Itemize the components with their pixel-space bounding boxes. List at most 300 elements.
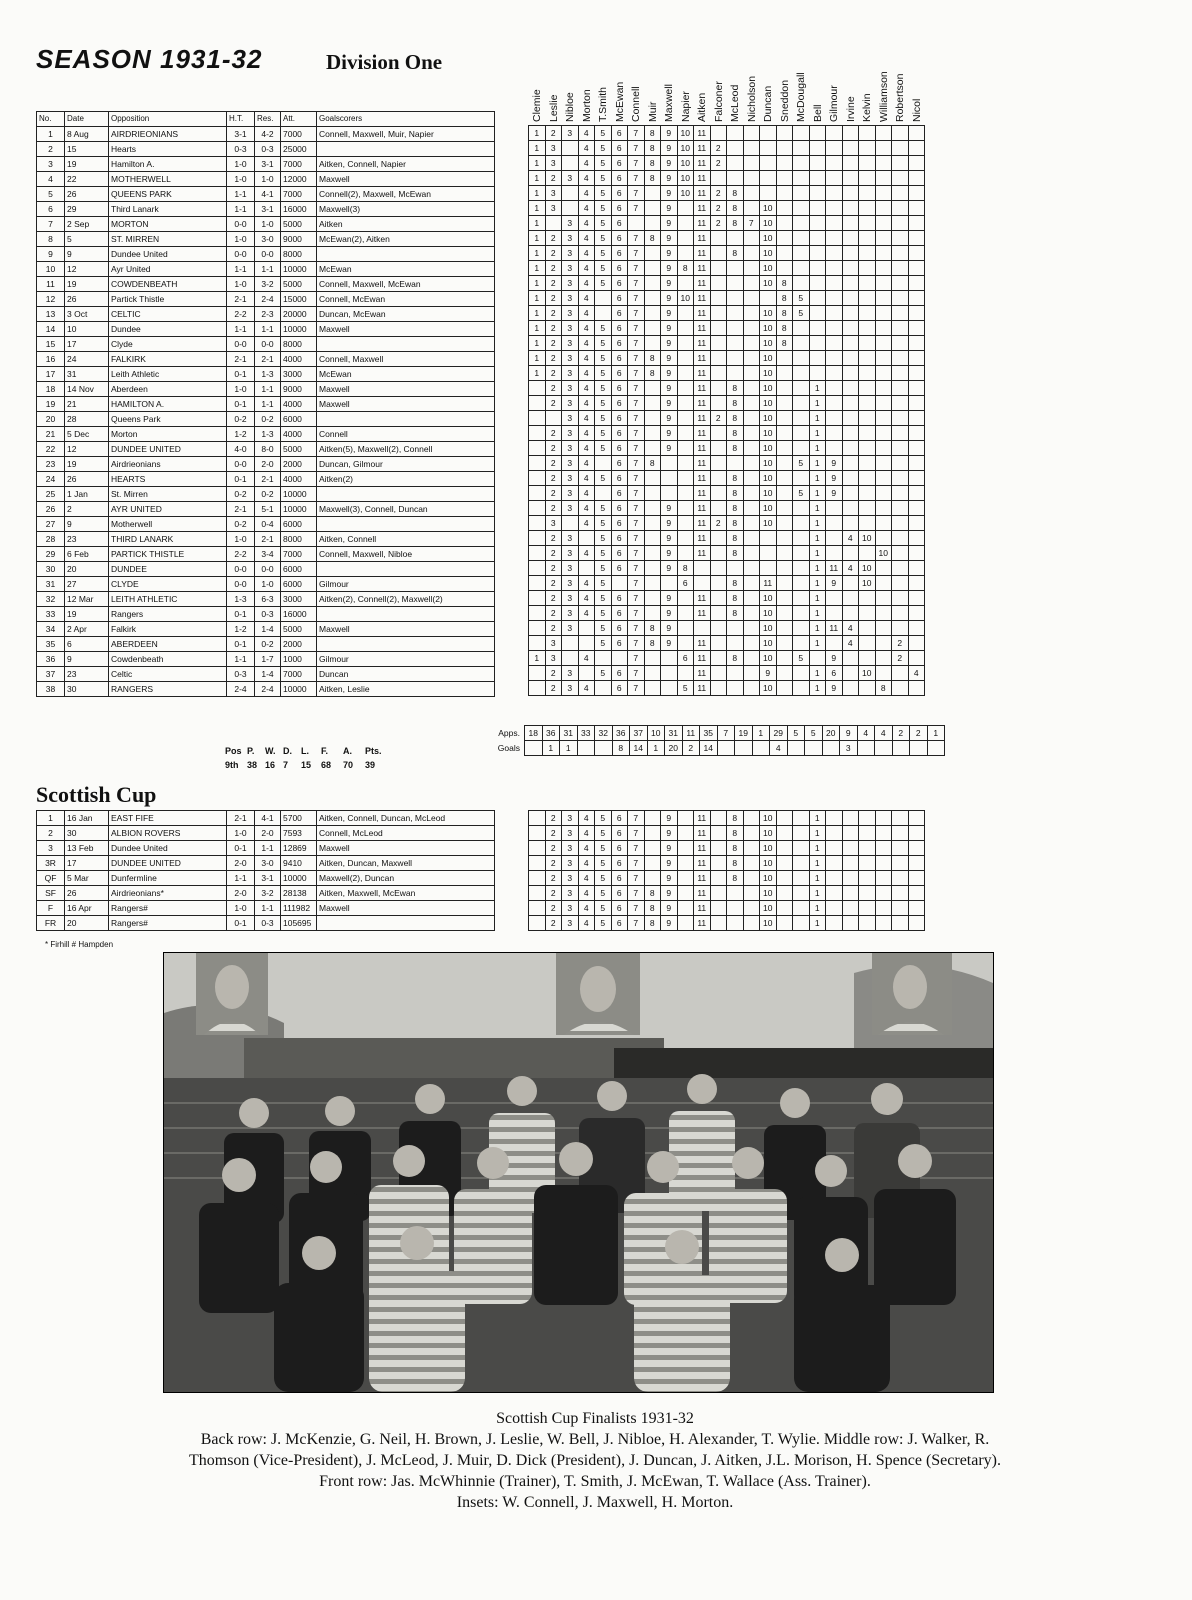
appearance-cell: 6 xyxy=(611,901,628,916)
appearance-cell: 2 xyxy=(545,681,562,696)
half-time-score: 1-0 xyxy=(227,157,255,172)
appearance-cell: 4 xyxy=(842,621,859,636)
appearance-cell xyxy=(677,901,694,916)
result: 0-0 xyxy=(255,247,281,262)
appearance-cell: 11 xyxy=(694,486,711,501)
appearance-cell xyxy=(529,606,546,621)
appearance-cell: 7 xyxy=(628,606,645,621)
appearance-cell xyxy=(809,186,826,201)
appearance-cell: 8 xyxy=(644,231,661,246)
goalscorers: Aitken, Connell, Duncan, McLeod xyxy=(317,811,495,826)
result: 1-1 xyxy=(255,841,281,856)
appearance-cell: 1 xyxy=(529,201,546,216)
appearance-cell xyxy=(710,336,727,351)
match-number: 10 xyxy=(37,262,65,277)
appearance-cell xyxy=(710,666,727,681)
goals-total-cell xyxy=(525,741,543,756)
appearance-cell xyxy=(842,666,859,681)
appearance-cell: 8 xyxy=(727,826,744,841)
appearance-cell: 4 xyxy=(578,426,595,441)
appearance-cell: 2 xyxy=(545,261,562,276)
opposition: HEARTS xyxy=(109,472,227,487)
player-name: Maxwell xyxy=(663,84,675,122)
appearance-cell: 8 xyxy=(727,201,744,216)
appearance-cell xyxy=(644,336,661,351)
appearance-cell xyxy=(892,156,909,171)
result: 2-4 xyxy=(255,682,281,697)
appearance-cell xyxy=(644,396,661,411)
appearance-cell xyxy=(776,666,793,681)
appearance-cell: 8 xyxy=(727,246,744,261)
attendance: 3000 xyxy=(281,367,317,382)
match-row xyxy=(37,502,495,517)
appearance-cell: 3 xyxy=(562,841,579,856)
goalscorers: Aitken xyxy=(317,217,495,232)
appearance-cell: 9 xyxy=(661,516,678,531)
appearance-cell xyxy=(908,886,925,901)
appearance-cell: 6 xyxy=(611,636,628,651)
appearance-cell xyxy=(875,841,892,856)
attendance: 8000 xyxy=(281,337,317,352)
appearance-cell: 10 xyxy=(859,666,876,681)
appearance-cell xyxy=(908,856,925,871)
appearance-cell xyxy=(842,811,859,826)
appearance-cell: 6 xyxy=(611,811,628,826)
result: 2-0 xyxy=(255,826,281,841)
match-row xyxy=(37,637,495,652)
player-name: T.Smith xyxy=(597,86,609,122)
appearance-cell xyxy=(859,471,876,486)
result: 1-7 xyxy=(255,652,281,667)
appearance-cell xyxy=(727,126,744,141)
appearance-cell: 5 xyxy=(793,486,810,501)
appearance-cell: 3 xyxy=(562,261,579,276)
appearance-cell: 2 xyxy=(545,901,562,916)
appearance-cell xyxy=(892,471,909,486)
appearance-cell: 1 xyxy=(529,276,546,291)
match-date: 28 xyxy=(65,412,109,427)
appearance-cell: 6 xyxy=(677,651,694,666)
caption-line: Insets: W. Connell, J. Maxwell, H. Morton. xyxy=(456,1494,734,1511)
appearance-cell xyxy=(875,351,892,366)
appearance-cell xyxy=(892,501,909,516)
appearance-cell xyxy=(710,366,727,381)
appearance-cell xyxy=(826,396,843,411)
opposition: Ayr United xyxy=(109,262,227,277)
appearance-cell xyxy=(892,811,909,826)
appearance-cell: 2 xyxy=(710,216,727,231)
appearance-cell xyxy=(875,126,892,141)
appearance-cell xyxy=(760,546,777,561)
result: 4-1 xyxy=(255,811,281,826)
apps-total-cell: 36 xyxy=(612,726,630,741)
standing-header: Pos xyxy=(225,746,242,756)
player-name: Duncan xyxy=(762,85,774,122)
appearance-cell: 2 xyxy=(545,501,562,516)
appearance-cell xyxy=(776,126,793,141)
appearance-cell xyxy=(562,201,579,216)
player-name-column xyxy=(612,56,626,124)
appearance-cell xyxy=(710,871,727,886)
appearance-cell: 9 xyxy=(661,216,678,231)
appearance-cell xyxy=(892,456,909,471)
appearance-row xyxy=(529,471,925,486)
appearance-cell xyxy=(644,441,661,456)
appearance-cell: 10 xyxy=(677,186,694,201)
result: 4-1 xyxy=(255,187,281,202)
appearance-cell xyxy=(661,576,678,591)
appearance-cell xyxy=(677,916,694,931)
appearance-cell xyxy=(710,606,727,621)
appearance-cell xyxy=(826,201,843,216)
appearance-cell xyxy=(545,216,562,231)
appearance-cell xyxy=(760,156,777,171)
match-number: 13 xyxy=(37,307,65,322)
appearance-cell: 1 xyxy=(529,141,546,156)
goals-total-cell: 1 xyxy=(542,741,560,756)
appearance-cell: 9 xyxy=(760,666,777,681)
appearance-cell xyxy=(694,576,711,591)
appearance-cell: 5 xyxy=(595,336,612,351)
appearance-cell: 8 xyxy=(727,186,744,201)
apps-total-cell: 4 xyxy=(875,726,893,741)
appearance-cell: 1 xyxy=(809,826,826,841)
appearance-cell: 4 xyxy=(578,186,595,201)
attendance: 25000 xyxy=(281,142,317,157)
appearance-cell xyxy=(727,276,744,291)
appearance-cell xyxy=(529,916,546,931)
appearance-cell xyxy=(793,516,810,531)
goalscorers: Aitken(2), Connell(2), Maxwell(2) xyxy=(317,592,495,607)
appearance-cell xyxy=(859,441,876,456)
appearance-cell xyxy=(710,351,727,366)
appearance-cell xyxy=(842,486,859,501)
appearance-cell: 8 xyxy=(727,486,744,501)
appearance-cell xyxy=(826,516,843,531)
appearance-cell xyxy=(793,201,810,216)
goalscorers: Connell, McLeod xyxy=(317,826,495,841)
appearance-cell xyxy=(859,916,876,931)
caption-line: Back row: J. McKenzie, G. Neil, H. Brown, J. Leslie, W. Bell, J. Nibloe, H. Alexander, T. Wylie. Middle row: J. Walker, R. xyxy=(200,1431,990,1448)
attendance: 5000 xyxy=(281,442,317,457)
appearance-cell: 2 xyxy=(545,291,562,306)
appearance-row xyxy=(529,216,925,231)
appearance-cell xyxy=(710,636,727,651)
match-number: 2 xyxy=(37,142,65,157)
appearance-row xyxy=(529,411,925,426)
match-row xyxy=(37,142,495,157)
appearance-cell: 8 xyxy=(644,621,661,636)
appearance-cell xyxy=(578,531,595,546)
appearance-cell: 10 xyxy=(760,811,777,826)
result: 6-3 xyxy=(255,592,281,607)
appearance-cell xyxy=(859,201,876,216)
player-name: Nibloe xyxy=(564,92,576,122)
appearance-cell: 4 xyxy=(578,366,595,381)
goalscorers: Maxwell(3) xyxy=(317,202,495,217)
appearance-cell xyxy=(776,516,793,531)
appearance-cell xyxy=(644,606,661,621)
appearance-cell xyxy=(529,546,546,561)
appearance-cell xyxy=(793,411,810,426)
match-row xyxy=(37,472,495,487)
standing-value: 9th xyxy=(225,760,239,770)
appearance-cell: 4 xyxy=(578,591,595,606)
appearance-cell xyxy=(710,901,727,916)
appearance-cell xyxy=(760,171,777,186)
appearance-cell xyxy=(908,321,925,336)
half-time-score: 0-2 xyxy=(227,487,255,502)
appearance-cell: 8 xyxy=(644,916,661,931)
match-row xyxy=(37,826,495,841)
appearance-cell xyxy=(842,246,859,261)
appearance-cell: 10 xyxy=(760,411,777,426)
appearance-cell: 2 xyxy=(545,381,562,396)
appearance-cell xyxy=(644,516,661,531)
appearance-cell: 3 xyxy=(562,621,579,636)
appearance-cell xyxy=(892,276,909,291)
attendance: 7593 xyxy=(281,826,317,841)
appearance-cell xyxy=(743,576,760,591)
appearance-cell: 3 xyxy=(562,306,579,321)
result: 0-2 xyxy=(255,412,281,427)
appearance-cell xyxy=(875,381,892,396)
appearance-cell xyxy=(908,621,925,636)
appearance-cell: 11 xyxy=(694,186,711,201)
appearance-cell: 8 xyxy=(644,156,661,171)
goals-total-cell xyxy=(910,741,928,756)
match-row xyxy=(37,916,495,931)
appearance-cell xyxy=(826,321,843,336)
half-time-score: 2-2 xyxy=(227,547,255,562)
attendance: 5700 xyxy=(281,811,317,826)
appearance-cell: 8 xyxy=(727,411,744,426)
appearance-cell xyxy=(826,381,843,396)
cup-matches-table xyxy=(36,810,495,931)
appearance-cell: 9 xyxy=(661,381,678,396)
appearance-cell xyxy=(710,231,727,246)
goalscorers xyxy=(317,916,495,931)
match-date: 10 xyxy=(65,322,109,337)
player-name: Napier xyxy=(679,91,692,122)
appearance-cell xyxy=(776,261,793,276)
appearance-cell xyxy=(908,246,925,261)
opposition: Dunfermline xyxy=(109,871,227,886)
appearance-cell xyxy=(859,336,876,351)
appearance-cell: 5 xyxy=(793,651,810,666)
appearance-cell xyxy=(826,336,843,351)
appearance-cell xyxy=(842,426,859,441)
appearance-cell: 4 xyxy=(578,126,595,141)
appearance-cell xyxy=(842,591,859,606)
appearance-cell: 5 xyxy=(793,306,810,321)
appearance-cell: 2 xyxy=(545,351,562,366)
result: 3-2 xyxy=(255,277,281,292)
appearance-row xyxy=(529,666,925,681)
appearance-cell: 10 xyxy=(760,471,777,486)
half-time-score: 1-0 xyxy=(227,277,255,292)
appearance-cell xyxy=(677,381,694,396)
opposition: QUEENS PARK xyxy=(109,187,227,202)
goalscorers: Duncan xyxy=(317,667,495,682)
appearance-cell: 11 xyxy=(694,636,711,651)
appearance-cell xyxy=(727,561,744,576)
appearance-cell: 6 xyxy=(611,606,628,621)
opposition: HAMILTON A. xyxy=(109,397,227,412)
appearance-cell: 9 xyxy=(661,201,678,216)
appearance-cell: 11 xyxy=(694,471,711,486)
appearance-cell: 9 xyxy=(661,621,678,636)
goalscorers: Maxwell xyxy=(317,322,495,337)
result: 0-4 xyxy=(255,517,281,532)
appearance-cell: 8 xyxy=(727,426,744,441)
appearance-cell xyxy=(776,901,793,916)
opposition: Falkirk xyxy=(109,622,227,637)
appearance-cell: 11 xyxy=(694,141,711,156)
appearance-cell xyxy=(908,916,925,931)
appearance-row xyxy=(529,126,925,141)
appearance-cell xyxy=(859,621,876,636)
appearance-cell: 2 xyxy=(545,811,562,826)
appearance-cell xyxy=(826,856,843,871)
appearance-cell: 9 xyxy=(661,826,678,841)
appearance-cell: 1 xyxy=(529,246,546,261)
match-row xyxy=(37,262,495,277)
appearance-cell: 6 xyxy=(611,246,628,261)
appearance-cell xyxy=(826,246,843,261)
match-date: 17 xyxy=(65,856,109,871)
appearance-cell: 1 xyxy=(529,171,546,186)
appearance-cell: 4 xyxy=(578,886,595,901)
goalscorers: McEwan xyxy=(317,367,495,382)
appearance-cell: 11 xyxy=(694,531,711,546)
appearance-cell: 2 xyxy=(545,441,562,456)
goalscorers: Connell(2), Maxwell, McEwan xyxy=(317,187,495,202)
goalscorers: Aitken(5), Maxwell(2), Connell xyxy=(317,442,495,457)
appearance-cell xyxy=(661,651,678,666)
appearance-cell xyxy=(859,681,876,696)
half-time-score: 4-0 xyxy=(227,442,255,457)
appearance-cell xyxy=(776,351,793,366)
appearance-cell xyxy=(595,456,612,471)
column-header: H.T. xyxy=(227,112,255,127)
appearance-cell xyxy=(892,621,909,636)
appearance-cell xyxy=(776,651,793,666)
appearance-cell xyxy=(875,606,892,621)
appearance-cell xyxy=(908,291,925,306)
half-time-score: 1-0 xyxy=(227,172,255,187)
appearance-cell: 5 xyxy=(595,246,612,261)
appearance-cell xyxy=(809,351,826,366)
player-name-column xyxy=(793,56,807,124)
match-number: 26 xyxy=(37,502,65,517)
player-name-column xyxy=(595,56,609,124)
appearance-cell xyxy=(710,916,727,931)
standing-value: 68 xyxy=(321,760,332,770)
half-time-score: 1-1 xyxy=(227,262,255,277)
appearance-cell xyxy=(859,901,876,916)
match-row xyxy=(37,217,495,232)
goalscorers: Maxwell xyxy=(317,172,495,187)
appearance-cell xyxy=(743,306,760,321)
appearance-cell xyxy=(842,321,859,336)
appearance-cell: 8 xyxy=(776,321,793,336)
half-time-score: 1-3 xyxy=(227,592,255,607)
result: 1-1 xyxy=(255,322,281,337)
appearance-cell: 1 xyxy=(809,681,826,696)
opposition: Dundee xyxy=(109,322,227,337)
appearance-cell: 4 xyxy=(578,546,595,561)
appearance-row xyxy=(529,636,925,651)
appearance-cell: 1 xyxy=(809,621,826,636)
appearance-cell: 7 xyxy=(628,826,645,841)
appearance-cell xyxy=(644,651,661,666)
appearance-cell: 8 xyxy=(727,501,744,516)
match-row xyxy=(37,652,495,667)
appearance-cell xyxy=(826,546,843,561)
goals-total-cell xyxy=(752,741,770,756)
appearance-cell: 2 xyxy=(545,426,562,441)
match-row xyxy=(37,592,495,607)
appearance-cell xyxy=(644,306,661,321)
goalscorers: Aitken, Connell, Napier xyxy=(317,157,495,172)
apps-total-cell: 18 xyxy=(525,726,543,741)
player-name-column xyxy=(810,56,824,124)
player-name-column xyxy=(727,56,741,124)
match-number: 22 xyxy=(37,442,65,457)
appearance-cell: 8 xyxy=(727,531,744,546)
appearance-cell xyxy=(677,886,694,901)
appearance-cell: 10 xyxy=(760,591,777,606)
appearance-cell: 10 xyxy=(760,606,777,621)
appearance-cell xyxy=(859,351,876,366)
appearance-cell: 10 xyxy=(760,621,777,636)
appearance-cell xyxy=(710,396,727,411)
appearance-cell: 6 xyxy=(611,201,628,216)
appearance-row xyxy=(529,171,925,186)
appearance-cell: 2 xyxy=(545,231,562,246)
appearance-cell xyxy=(661,471,678,486)
appearance-cell xyxy=(875,291,892,306)
appearance-cell: 6 xyxy=(611,306,628,321)
appearance-cell: 5 xyxy=(595,396,612,411)
appearance-cell xyxy=(529,886,546,901)
appearance-cell: 10 xyxy=(677,141,694,156)
appearance-cell: 9 xyxy=(661,171,678,186)
goals-total-cell xyxy=(875,741,893,756)
player-name: Irvine xyxy=(844,96,857,122)
opposition: Hamilton A. xyxy=(109,157,227,172)
appearance-cell: 4 xyxy=(578,336,595,351)
appearance-cell: 4 xyxy=(842,636,859,651)
appearance-cell xyxy=(793,841,810,856)
half-time-score: 1-0 xyxy=(227,532,255,547)
appearance-cell: 8 xyxy=(727,216,744,231)
appearance-cell xyxy=(793,156,810,171)
half-time-score: 1-1 xyxy=(227,322,255,337)
appearance-cell xyxy=(776,411,793,426)
appearance-cell xyxy=(875,426,892,441)
appearance-cell: 11 xyxy=(826,561,843,576)
half-time-score: 0-0 xyxy=(227,337,255,352)
appearance-cell xyxy=(892,486,909,501)
appearance-cell: 5 xyxy=(595,261,612,276)
appearance-cell xyxy=(776,141,793,156)
appearance-cell xyxy=(908,811,925,826)
appearance-cell xyxy=(826,841,843,856)
player-name: Connell xyxy=(630,86,642,122)
appearance-cell xyxy=(776,856,793,871)
